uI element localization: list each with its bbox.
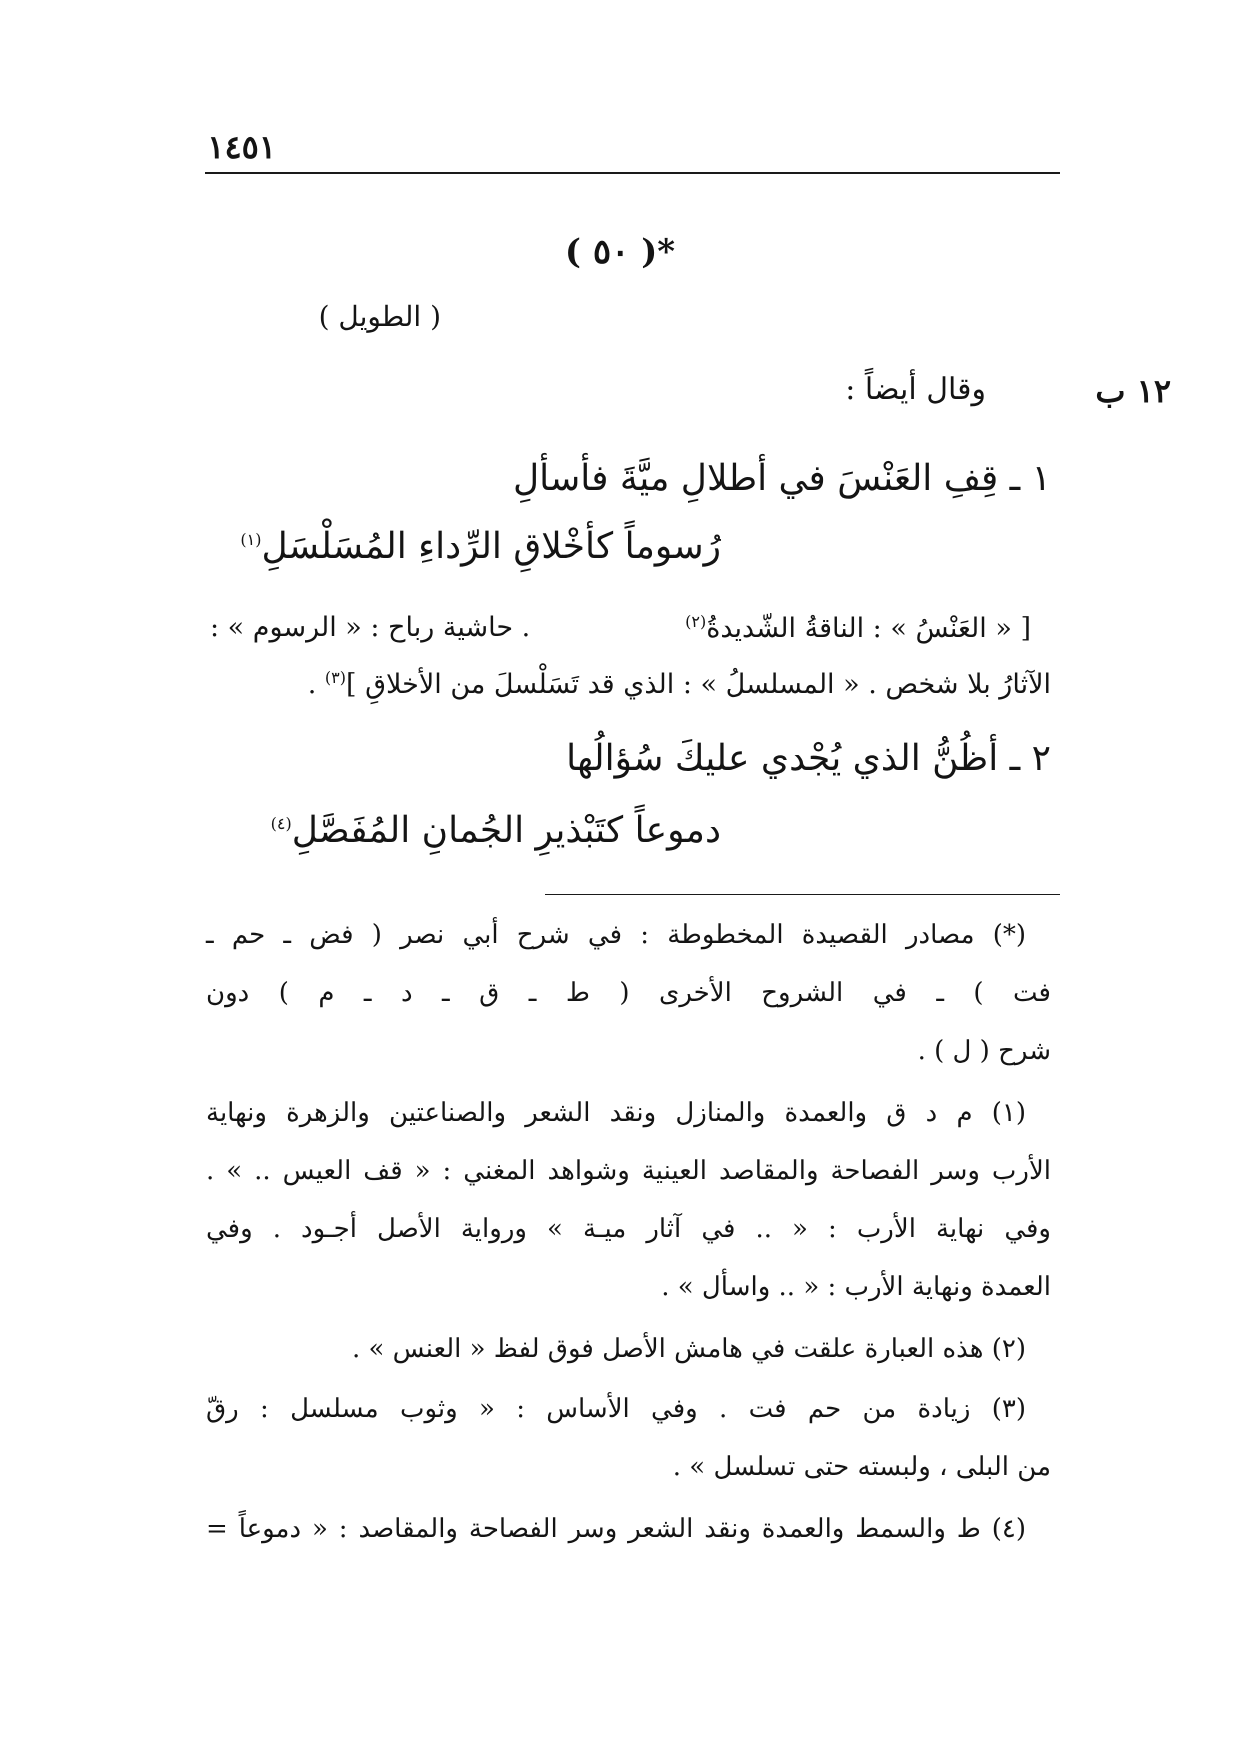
verse-1-second-half (240, 526, 721, 567)
page-number: ١٤٥١ (207, 128, 276, 166)
footnote-line: (*) مصادر القصيدة المخطوطة : في شرح أبي نصر ( فض ـ حم ـ (206, 920, 1026, 950)
gloss-end: . (307, 669, 317, 700)
poem-number: *( ٥٠ ) (564, 232, 676, 272)
header-rule (205, 172, 1060, 174)
gloss-line-1-first (685, 612, 1031, 644)
footnote-rule (545, 894, 1060, 895)
footnote-mark: (٤) (270, 814, 292, 833)
folio-marker: ١٢ ب (1095, 372, 1171, 410)
verse-1-first-half: ١ ـ قِفِ العَنْسَ في أطلالِ ميَّةَ فأسألِ (513, 458, 1051, 499)
footnote-mark: (٢) (685, 612, 707, 631)
footnote-line: (١) م د ق والعمدة والمنازل ونقد الشعر والصناعتين والزهرة ونهاية (206, 1098, 1027, 1128)
footnote-line: (٣) زيادة من حم فت . وفي الأساس : « وثوب مسلسل : رقّ (206, 1394, 1026, 1424)
footnote-mark: (١) (240, 530, 262, 549)
poem-meter: ( الطويل ) (318, 300, 441, 333)
poem-intro: وقال أيضاً : (845, 372, 986, 407)
footnote-line: (٢) هذه العبارة علقت في هامش الأصل فوق لفظ « العنس » . (351, 1334, 1026, 1364)
gloss-line-1-rest: . حاشية رباح : « الرسوم » : (210, 612, 531, 643)
footnote-line: فت ) ـ في الشروح الأخرى ( ط ـ ق ـ د ـ م ) دون (206, 978, 1051, 1008)
gloss-text: [ « العَنْسُ » : الناقةُ الشّديدةُ (706, 613, 1031, 644)
verse-2-second-half (271, 810, 721, 851)
verse-2-first-half: ٢ ـ أظُنُّ الذي يُجْدي عليكَ سُؤالُها (566, 738, 1051, 779)
gloss-line-2-first (308, 668, 1051, 700)
footnote-line: الأرب وسر الفصاحة والمقاصد العينية وشواهد المغني : « قف العيس .. » . (206, 1156, 1051, 1186)
footnote-mark: (٣) (324, 668, 346, 687)
gloss-text: الآثارُ بلا شخص . « المسلسلُ » : الذي قد تَسَلْسلَ من الأخلاقِ ] (345, 669, 1051, 700)
verse-text: رُسوماً كأخْلاقِ الرِّداءِ المُسَلْسَلِ (261, 526, 721, 567)
footnote-line: وفي نهاية الأرب : « .. في آثار ميـة » ورواية الأصل أجـود . وفي (206, 1214, 1051, 1244)
verse-text: دموعاً كتَبْذيرِ الجُمانِ المُفَصَّلِ (291, 810, 721, 851)
footnote-line: شرح ( ل ) . (917, 1036, 1051, 1066)
footnote-line: العمدة ونهاية الأرب : « .. واسأل » . (661, 1272, 1051, 1302)
footnote-line: من البلى ، ولبسته حتى تسلسل » . (672, 1452, 1051, 1482)
footnote-line: (٤) ط والسمط والعمدة ونقد الشعر وسر الفصاحة والمقاصد : « دموعاً = (206, 1514, 1026, 1544)
